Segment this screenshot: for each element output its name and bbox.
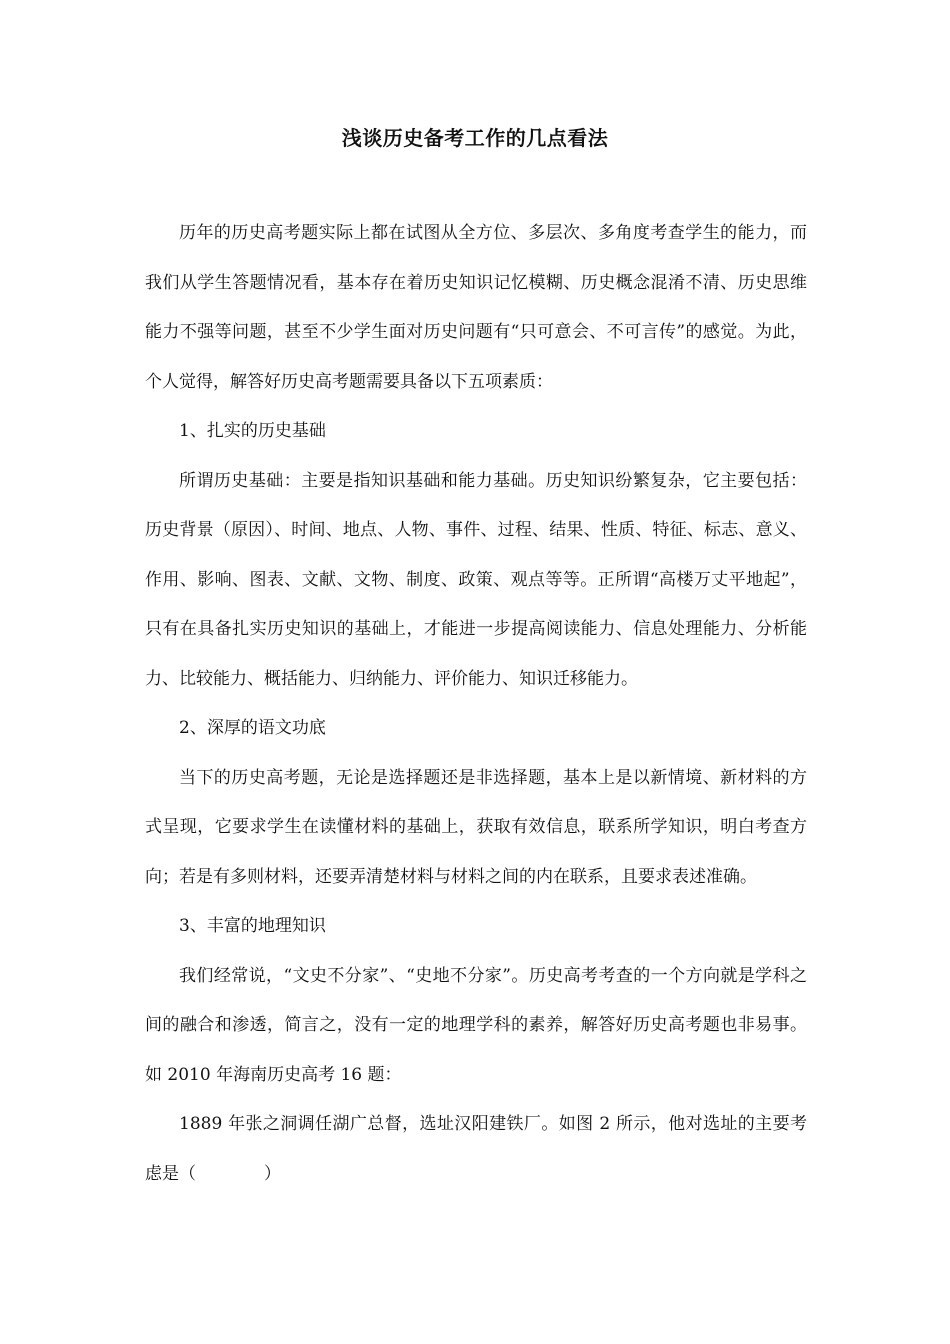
document-title: 浅谈历史备考工作的几点看法	[341, 126, 609, 150]
document-body	[145, 209, 807, 1199]
paragraph-intro: 历年的历史高考题实际上都在试图从全方位、多层次、多角度考查学生的能力，而我们从学生答题情况看，基本存在着历史知识记忆模糊、历史概念混淆不清、历史思维能力不强等问题，甚至不少学生面对历史问题有“只可意会、不可言传”的感觉。为此，个人觉得，解答好历史高考题需要具备以下五项素质：	[145, 223, 807, 392]
paragraph-geography-knowledge: 我们经常说，“文史不分家”、“史地不分家”。历史高考考查的一个方向就是学科之间的融合和渗透，简言之，没有一定的地理学科的素养，解答好历史高考题也非易事。如 2010 年海南历史高考 16 题：	[145, 965, 807, 1085]
paragraph-exam-question: 1889 年张之洞调任湖广总督，选址汉阳建铁厂。如图 2 所示，他对选址的主要考虑是（ ）	[145, 1114, 807, 1184]
section-heading-1: 1、扎实的历史基础	[179, 421, 326, 441]
paragraph-chinese-foundation: 当下的历史高考题，无论是选择题还是非选择题，基本上是以新情境、新材料的方式呈现，它要求学生在读懂材料的基础上，获取有效信息，联系所学知识，明白考查方向；若是有多则材料，还要弄清楚材料与材料之间的内在联系，且要求表述准确。	[145, 767, 807, 887]
section-heading-2: 2、深厚的语文功底	[179, 718, 326, 738]
paragraph-history-foundation: 所谓历史基础：主要是指知识基础和能力基础。历史知识纷繁复杂，它主要包括：历史背景（原因）、时间、地点、人物、事件、过程、结果、性质、特征、标志、意义、作用、影响、图表、文献、文物、制度、政策、观点等等。正所谓“高楼万丈平地起”，只有在具备扎实历史知识的基础上，才能进一步提高阅读能力、信息处理能力、分析能力、比较能力、概括能力、归纳能力、评价能力、知识迁移能力。	[145, 470, 807, 689]
section-heading-3: 3、丰富的地理知识	[179, 916, 326, 936]
